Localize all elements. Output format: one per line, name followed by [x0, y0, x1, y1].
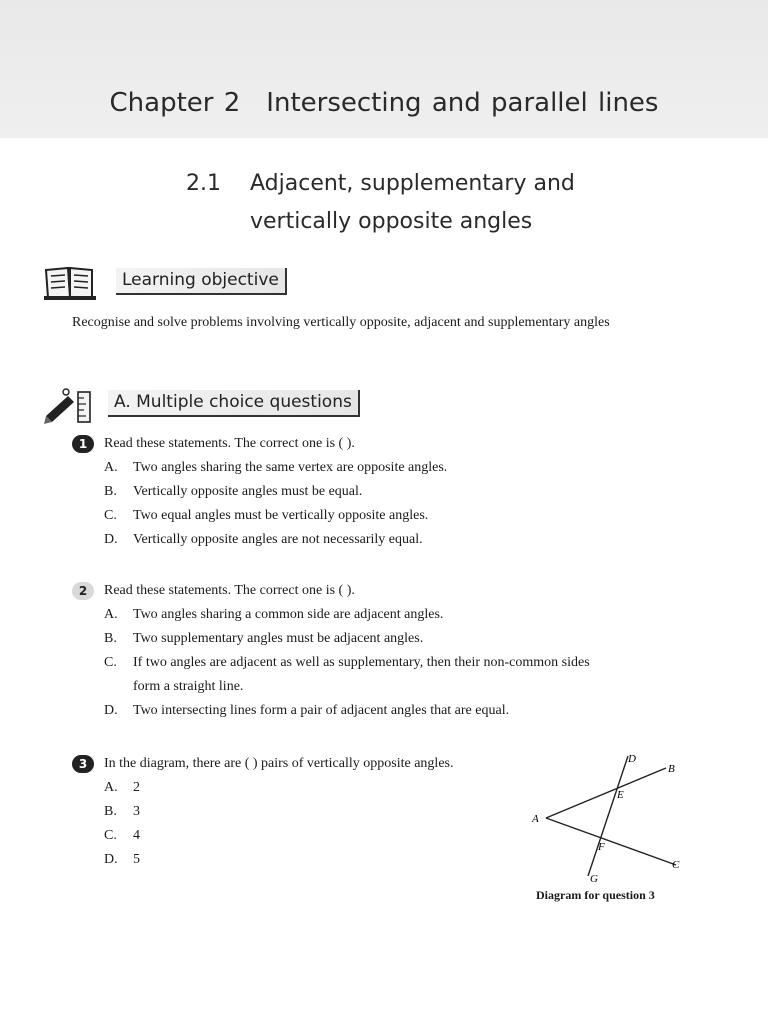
option-b: B. Two supplementary angles must be adjacent angles.: [104, 631, 424, 646]
open-book-icon: [42, 264, 98, 302]
option-d: D. Vertically opposite angles are not necessarily equal.: [104, 532, 423, 547]
chapter-name: Intersecting and parallel lines: [266, 88, 659, 118]
option-a: A. Two angles sharing a common side are adjacent angles.: [104, 607, 444, 622]
learning-objective-label: Learning objective: [116, 268, 287, 295]
point-label-b: B: [668, 763, 675, 775]
section-number: 2.1: [186, 171, 221, 196]
option-c: C. Two equal angles must be vertically opposite angles.: [104, 508, 429, 523]
option-b: B. 3: [104, 804, 140, 819]
chapter-title: [0, 88, 768, 118]
question-number: 2: [72, 582, 94, 600]
point-label-a: A: [532, 813, 539, 825]
question-3: [72, 752, 532, 872]
option-c: C. If two angles are adjacent as well as supplementary, then their non-common sides form a straight line.: [104, 655, 590, 694]
mcq-heading: [42, 386, 382, 426]
question-stem: Read these statements. The correct one is ( ).: [104, 436, 355, 451]
point-label-g: G: [590, 873, 598, 882]
learning-objective-text: Recognise and solve problems involving vertically opposite, adjacent and supplementary angles: [72, 315, 610, 330]
question-stem: Read these statements. The correct one is ( ).: [104, 583, 355, 598]
point-label-f: F: [598, 841, 605, 853]
chapter-number: Chapter 2: [109, 88, 241, 118]
diagram-caption: Diagram for question 3: [536, 888, 655, 902]
option-b: B. Vertically opposite angles must be equal.: [104, 484, 363, 499]
option-d: D. 5: [104, 852, 140, 867]
option-a: A. Two angles sharing the same vertex are opposite angles.: [104, 460, 448, 475]
question-stem-cont: angles.: [414, 756, 454, 771]
section-title-line-2: vertically opposite angles: [250, 209, 533, 234]
mcq-label: A. Multiple choice questions: [108, 390, 360, 417]
learning-objective-heading: [42, 264, 322, 304]
line-ab: [546, 768, 666, 818]
line-dg: [588, 756, 628, 876]
question-stem: In the diagram, there are ( ) pairs of vertically opposite: [104, 756, 411, 771]
option-d: D. Two intersecting lines form a pair of adjacent angles that are equal.: [104, 703, 510, 718]
question-1: [72, 432, 702, 552]
question-number: 3: [72, 755, 94, 773]
point-label-c: C: [672, 859, 680, 871]
angle-diagram: [528, 748, 698, 882]
point-label-e: E: [617, 789, 624, 801]
point-label-d: D: [628, 753, 636, 765]
pencil-ruler-icon: [42, 386, 100, 426]
question-2: [72, 579, 702, 723]
line-ac: [546, 818, 676, 865]
option-c: C. 4: [104, 828, 140, 843]
section-title-line-1: Adjacent, supplementary and: [250, 171, 575, 196]
option-a: A. 2: [104, 780, 140, 795]
question-number: 1: [72, 435, 94, 453]
